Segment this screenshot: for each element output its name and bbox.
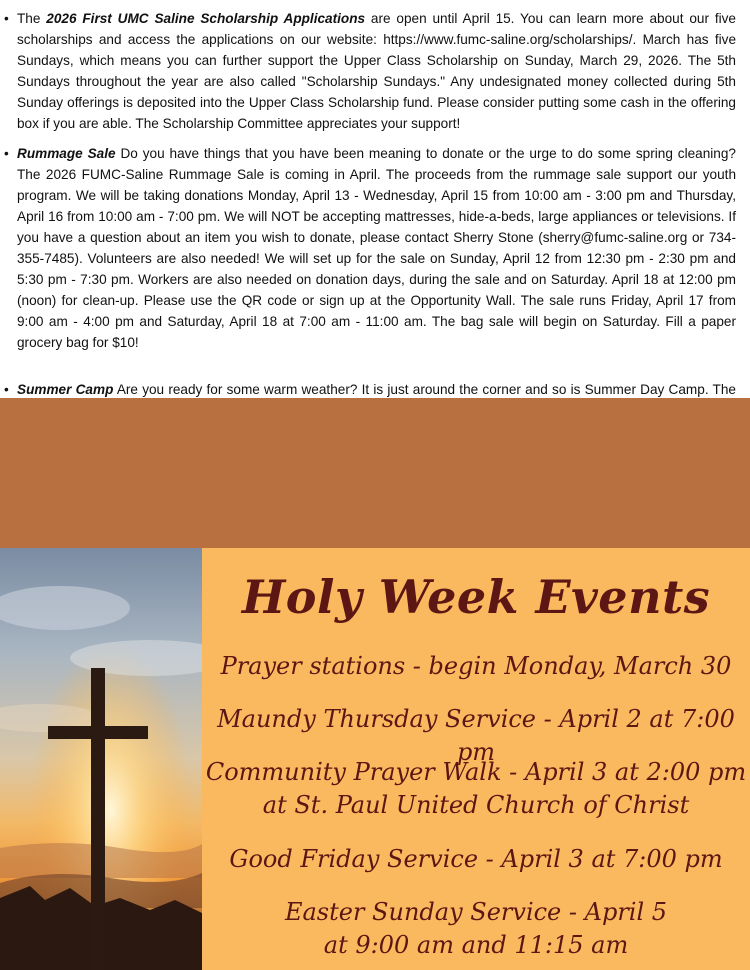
scholarship-body: are open until April 15. You can learn more about our five scholarships and access the applications on our website: https://www.fumc-saline.org/scholarships/. March has five Sundays, which means you can further support the Upper Class Scholarship on Sunday, March 29, 2026. The 5th Sundays throughout the year are also called "Scholarship Sundays." Any undesignated money collected during 5th Sunday offerings is deposited into the Upper Class Scholarship fund. Please consider putting some cash in the offering box if you are able. The Scholarship Committee appreciates your support! — [17, 11, 736, 131]
rummage-body: Do you have things that you have been meaning to donate or the urge to do some spring cleaning? The 2026 FUMC-Saline Rummage Sale is coming in April. The proceeds from the rummage sale support our youth program. We will be taking donations Monday, April 13 - Wednesday, April 15 from 10:00 am - 3:00 pm and Thursday, April 16 from 10:00 am - 7:00 pm. We will NOT be accepting mattresses, hide-a-beds, large appliances or televisions. If you have a question about an item you wish to donate, please contact Sherry Stone (sherry@fumc-saline.org or 734-355-7485). Volunteers are also needed! We will set up for the sale on Sunday, April 12 from 12:30 pm - 2:30 pm and 5:30 pm - 7:30 pm. Workers are also needed on donation days, during the sale and on Saturday. April 18 at 12:00 pm (noon) for clean-up. Please use the QR code or sign up at the Opportunity Wall. The sale runs Friday, April 17 from 9:00 am - 4:00 pm and Saturday, April 18 at 7:00 am - 11:00 am. The bag sale will begin on Saturday. Fill a paper grocery bag for $10! — [17, 146, 736, 350]
rummage-heading: Rummage Sale — [17, 146, 116, 161]
event-line: Easter Sunday Service - April 5 — [284, 898, 668, 926]
bullet-icon: • — [4, 146, 9, 161]
event-line: Good Friday Service - April 3 at 7:00 pm — [229, 845, 723, 873]
bullet-icon: • — [4, 11, 9, 26]
event-prayer-stations — [202, 650, 750, 683]
cross-sunset-photo — [0, 548, 202, 970]
event-prayer-walk — [202, 756, 750, 822]
event-good-friday — [202, 843, 750, 876]
camp-body: Are you ready for some warm weather? It is just around the corner and so is Summer Day Camp. The — [116, 382, 736, 397]
holy-week-panel — [202, 548, 750, 970]
event-line: Prayer stations - begin Monday, March 30 — [220, 652, 732, 680]
event-line: at 9:00 am and 11:15 am — [323, 931, 629, 959]
rummage-announcement — [0, 143, 750, 353]
event-easter — [202, 896, 750, 962]
brown-banner — [0, 398, 750, 548]
scholarship-heading: 2026 First UMC Saline Scholarship Applications — [46, 11, 366, 26]
event-line: at St. Paul United Church of Christ — [262, 791, 690, 819]
cross-sunset-illustration — [0, 548, 202, 970]
scholarship-announcement — [0, 8, 750, 134]
event-line: Maundy Thursday Service - April 2 at 7:00 pm — [217, 705, 735, 766]
bullet-icon: • — [4, 382, 9, 397]
scholarship-pre: The — [17, 11, 47, 26]
camp-heading: Summer Camp — [17, 382, 114, 397]
holy-week-title: Holy Week Events — [241, 570, 711, 624]
event-line: Community Prayer Walk - April 3 at 2:00 pm — [205, 758, 747, 786]
announcement-list — [0, 8, 750, 442]
